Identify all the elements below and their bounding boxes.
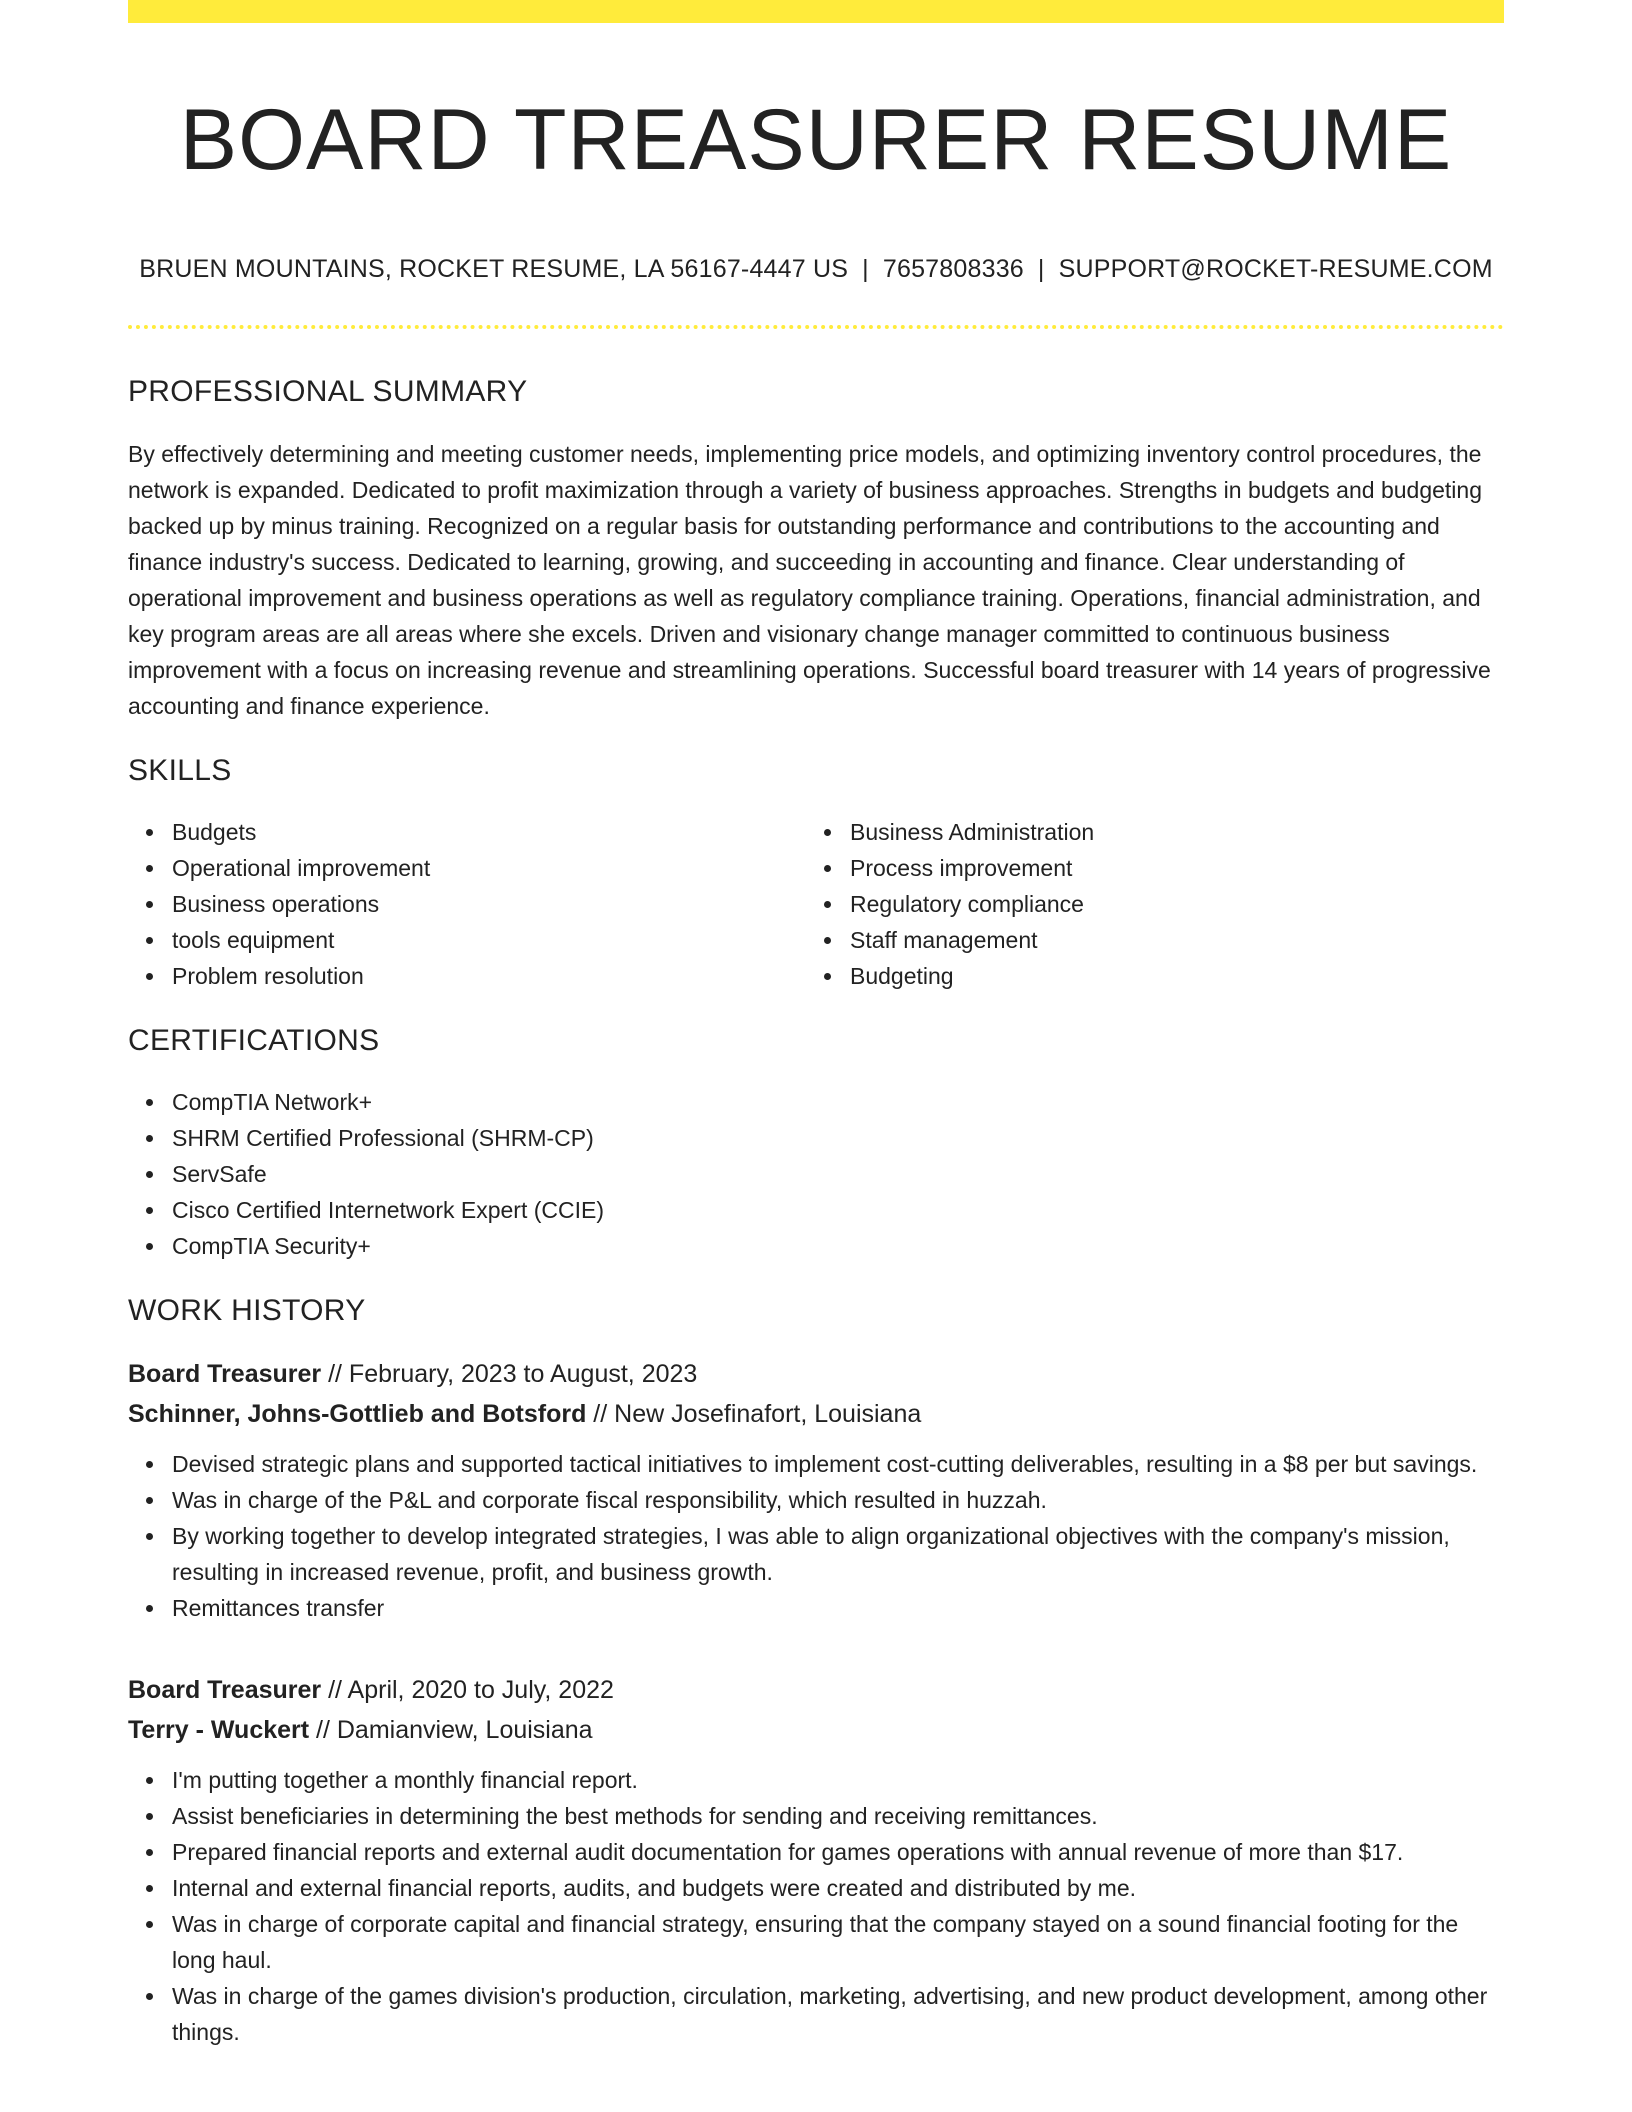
work-history-heading: WORK HISTORY — [128, 1294, 366, 1327]
resume-page — [128, 0, 1504, 2050]
skill-item: Operational improvement — [172, 850, 806, 886]
job-dates: // February, 2023 to August, 2023 — [321, 1360, 698, 1388]
contact-separator: | — [862, 255, 869, 283]
job-dates: // April, 2020 to July, 2022 — [321, 1676, 614, 1704]
contact-email: SUPPORT@ROCKET-RESUME.COM — [1058, 255, 1493, 283]
job-title-line — [128, 1354, 1504, 1394]
job-company-line — [128, 1710, 1504, 1750]
summary-text: By effectively determining and meeting customer needs, implementing price models, and optimizing inventory control procedures, the network is expanded. Dedicated to profit maximization through a variety of business approaches. Strengths in budgets and budgeting backed up by minus training. Recognized on a regular basis for outstanding performance and contributions to the accounting and finance industry's success. Dedicated to learning, growing, and succeeding in accounting and finance. Clear understanding of operational improvement and business operations as well as regulatory compliance training. Operations, financial administration, and key program areas are all areas where she excels. Driven and visionary change manager committed to continuous business improvement with a focus on increasing revenue and streamlining operations. Successful board treasurer with 14 years of progressive accounting and finance experience. — [128, 441, 1491, 719]
job-duty-item: Prepared financial reports and external audit documentation for games operations with annual revenue of more than $17. — [172, 1834, 1504, 1870]
skill-item: Problem resolution — [172, 958, 806, 994]
skills-list-left — [128, 814, 806, 994]
certification-item: ServSafe — [172, 1156, 1504, 1192]
skills-column-right — [806, 814, 1484, 994]
contact-info — [128, 255, 1504, 284]
page-title: BOARD TREASURER RESUME — [179, 92, 1453, 188]
job-company-line — [128, 1394, 1504, 1434]
job-entry — [128, 1670, 1504, 2050]
certification-item: Cisco Certified Internetwork Expert (CCIE) — [172, 1192, 1504, 1228]
job-entry — [128, 1354, 1504, 1626]
skills-grid — [128, 814, 1504, 994]
certifications-list — [128, 1084, 1504, 1264]
skill-item: Regulatory compliance — [850, 886, 1484, 922]
skill-item: Business operations — [172, 886, 806, 922]
job-company: Schinner, Johns-Gottlieb and Botsford — [128, 1400, 587, 1428]
job-duty-item: Devised strategic plans and supported tactical initiatives to implement cost-cutting deliverables, resulting in a $8 per but savings. — [172, 1446, 1504, 1482]
certification-item: SHRM Certified Professional (SHRM-CP) — [172, 1120, 1504, 1156]
job-duties-list — [128, 1762, 1504, 2050]
job-location: // New Josefinafort, Louisiana — [586, 1400, 922, 1428]
skill-item: Staff management — [850, 922, 1484, 958]
job-duty-item: Was in charge of corporate capital and financial strategy, ensuring that the company stayed on a sound financial footing for the long haul. — [172, 1906, 1504, 1978]
job-duty-item: Remittances transfer — [172, 1590, 1504, 1626]
contact-separator: | — [1037, 255, 1045, 283]
skill-item: tools equipment — [172, 922, 806, 958]
job-title: Board Treasurer — [128, 1676, 322, 1704]
accent-top-bar — [128, 0, 1504, 23]
job-title: Board Treasurer — [128, 1360, 322, 1388]
skill-item: Business Administration — [850, 814, 1484, 850]
skill-item: Process improvement — [850, 850, 1484, 886]
certification-item: CompTIA Security+ — [172, 1228, 1504, 1264]
job-location: // Damianview, Louisiana — [309, 1716, 593, 1744]
skill-item: Budgets — [172, 814, 806, 850]
job-duty-item: Was in charge of the games division's production, circulation, marketing, advertising, and new product development, among other things. — [172, 1978, 1504, 2050]
job-duties-list — [128, 1446, 1504, 1626]
job-duty-item: I'm putting together a monthly financial report. — [172, 1762, 1504, 1798]
job-company: Terry - Wuckert — [128, 1716, 310, 1744]
skills-column-left — [128, 814, 806, 994]
contact-address: BRUEN MOUNTAINS, ROCKET RESUME, LA 56167-4447 US — [139, 255, 849, 283]
job-duty-item: Assist beneficiaries in determining the best methods for sending and receiving remittances. — [172, 1798, 1504, 1834]
job-duty-item: Was in charge of the P&L and corporate fiscal responsibility, which resulted in huzzah. — [172, 1482, 1504, 1518]
skill-item: Budgeting — [850, 958, 1484, 994]
dotted-divider — [128, 325, 1504, 329]
skills-list-right — [806, 814, 1484, 994]
contact-phone: 7657808336 — [882, 255, 1024, 283]
summary-heading: PROFESSIONAL SUMMARY — [128, 375, 528, 408]
certification-item: CompTIA Network+ — [172, 1084, 1504, 1120]
job-title-line — [128, 1670, 1504, 1710]
certifications-heading: CERTIFICATIONS — [128, 1024, 380, 1057]
skills-heading: SKILLS — [128, 754, 232, 787]
job-duty-item: By working together to develop integrated strategies, I was able to align organizational objectives with the company's mission, resulting in increased revenue, profit, and business growth. — [172, 1518, 1504, 1590]
job-duty-item: Internal and external financial reports, audits, and budgets were created and distributed by me. — [172, 1870, 1504, 1906]
